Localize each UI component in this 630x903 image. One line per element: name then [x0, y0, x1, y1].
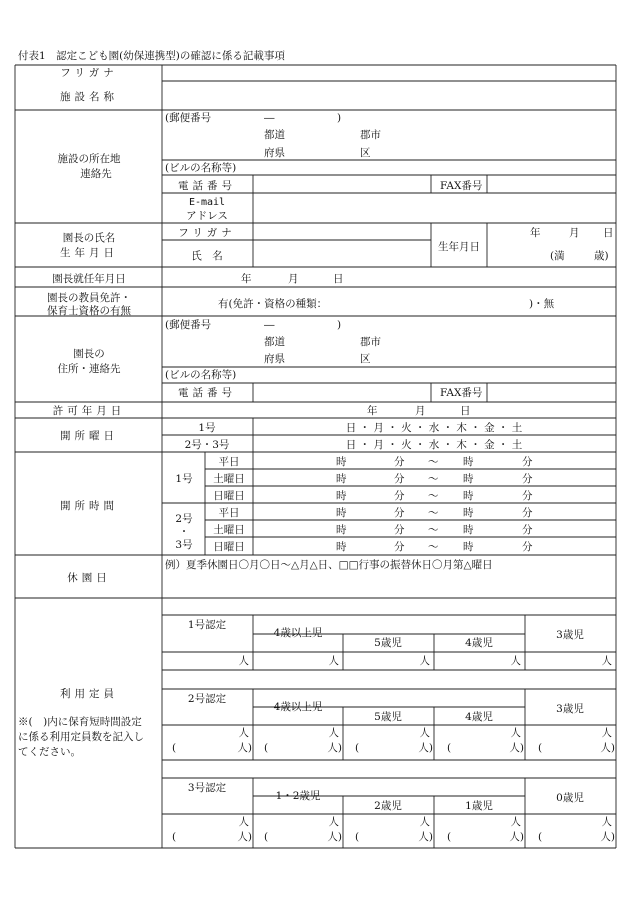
- hours-tilde: ～: [428, 473, 439, 485]
- hours-start-fun: 分: [394, 473, 405, 485]
- dob-day: 日: [603, 227, 614, 239]
- dir-postal-label: (郵便番号: [165, 319, 212, 331]
- permit-year: 年: [367, 405, 378, 417]
- director-name-label-2: 生年月日: [60, 247, 118, 259]
- hours-start-ji: 時: [336, 490, 347, 502]
- capacity-paren-unit: 人): [600, 742, 615, 754]
- hours-day-label: 平日: [218, 507, 240, 519]
- hours-tilde: ～: [428, 456, 439, 468]
- capacity-section-title: 1号認定: [187, 619, 227, 631]
- caption: 付表1 認定こども園(幼保連携型)の確認に係る記載事項: [18, 50, 285, 62]
- capacity-count-unit: 人: [510, 727, 521, 739]
- license-label-2: 保育士資格の有無: [47, 305, 131, 317]
- capacity-count-unit: 人: [328, 655, 339, 667]
- facility-furigana-field[interactable]: [163, 66, 615, 81]
- capacity-section-title: 3号認定: [187, 782, 227, 794]
- permit-month: 月: [415, 405, 426, 417]
- location-label-1: 施設の所在地: [57, 153, 121, 165]
- capacity-count-unit: 人: [601, 816, 612, 828]
- dir-phone-label: 電話番号: [178, 387, 236, 399]
- hours-end-ji: 時: [463, 490, 474, 502]
- capacity-count-unit: 人: [419, 727, 430, 739]
- director-name-label-1: 園長の氏名: [62, 232, 116, 244]
- capacity-paren-unit: 人): [327, 742, 342, 754]
- holiday-example: 例）夏季休園日〇月〇日～△月△日、□□行事の振替休日〇月第△曜日: [165, 559, 493, 571]
- email-label-1: E-mail: [188, 197, 226, 208]
- email-label-2: アドレス: [186, 210, 228, 222]
- hours-start-ji: 時: [336, 473, 347, 485]
- city-label-2: 区: [360, 147, 371, 159]
- hours-start-fun: 分: [394, 541, 405, 553]
- permit-day: 日: [460, 405, 471, 417]
- capacity-paren-unit: 人): [509, 831, 524, 843]
- capacity-count-unit: 人: [510, 816, 521, 828]
- facility-furigana-label: フリガナ: [60, 67, 118, 79]
- capacity-paren-unit: 人): [327, 831, 342, 843]
- director-furigana-label: フリガナ: [178, 227, 236, 239]
- capacity-age-b: 4歳児: [465, 637, 493, 649]
- capacity-paren-unit: 人): [237, 742, 252, 754]
- hours-start-fun: 分: [394, 507, 405, 519]
- appointment-month: 月: [288, 273, 299, 285]
- capacity-paren-open: (: [538, 742, 543, 754]
- capacity-paren-unit: 人): [600, 831, 615, 843]
- hours-end-ji: 時: [463, 524, 474, 536]
- age-open: (満: [550, 250, 565, 262]
- capacity-paren-open: (: [355, 831, 360, 843]
- facility-name-label: 施設名称: [60, 91, 118, 103]
- hours-group-2b: ・: [178, 526, 190, 538]
- fax-label: FAX番号: [440, 180, 483, 192]
- hours-start-ji: 時: [336, 524, 347, 536]
- hours-start-fun: 分: [394, 524, 405, 536]
- capacity-age-group: 4歳以上児: [273, 701, 323, 713]
- hours-start-fun: 分: [394, 490, 405, 502]
- hours-end-fun: 分: [522, 490, 533, 502]
- capacity-paren-unit: 人): [509, 742, 524, 754]
- hours-tilde: ～: [428, 524, 439, 536]
- open-days-list-1: 日 ・ 月 ・ 火 ・ 水 ・ 木 ・ 金 ・ 土: [345, 422, 523, 434]
- appointment-label: 園長就任年月日: [52, 273, 126, 285]
- permit-label: 許可年月日: [52, 405, 126, 417]
- director-dob-label: 生年月日: [438, 241, 480, 253]
- hours-end-fun: 分: [522, 456, 533, 468]
- pref-label-1: 都道: [264, 129, 285, 141]
- postal-label: (郵便番号: [165, 112, 212, 124]
- dob-year: 年: [530, 227, 541, 239]
- capacity-age-last: 3歳児: [556, 703, 584, 715]
- hours-end-ji: 時: [463, 456, 474, 468]
- capacity-count-unit: 人: [601, 727, 612, 739]
- capacity-paren-unit: 人): [237, 831, 252, 843]
- hours-start-ji: 時: [336, 456, 347, 468]
- hours-end-fun: 分: [522, 473, 533, 485]
- hours-end-ji: 時: [463, 541, 474, 553]
- license-tail: )・無: [529, 298, 555, 310]
- open-days-row1: 1号: [198, 422, 216, 434]
- hours-day-label: 土曜日: [213, 524, 245, 536]
- dir-building-label: (ビルの名称等): [165, 369, 237, 381]
- hours-day-label: 平日: [218, 456, 240, 468]
- director-name-field[interactable]: [254, 242, 430, 266]
- capacity-count-unit: 人: [328, 816, 339, 828]
- hours-end-fun: 分: [522, 507, 533, 519]
- location-label-2: 連絡先: [80, 168, 112, 180]
- capacity-count-unit: 人: [328, 727, 339, 739]
- capacity-age-group: 4歳以上児: [273, 627, 323, 639]
- dir-pref-1: 都道: [264, 336, 285, 348]
- capacity-paren-open: (: [264, 742, 269, 754]
- capacity-count-unit: 人: [510, 655, 521, 667]
- appointment-day: 日: [333, 273, 344, 285]
- hours-end-fun: 分: [522, 541, 533, 553]
- dir-city-1: 郡市: [360, 336, 381, 348]
- capacity-paren-open: (: [538, 831, 543, 843]
- appointment-year: 年: [241, 273, 252, 285]
- holiday-label: 休園日: [67, 572, 111, 584]
- capacity-age-b: 4歳児: [465, 711, 493, 723]
- pref-label-2: 府県: [264, 147, 285, 159]
- hours-start-ji: 時: [336, 507, 347, 519]
- open-days-label: 開所曜日: [60, 430, 118, 442]
- hours-label: 開所時間: [60, 500, 118, 512]
- capacity-section-title: 2号認定: [187, 693, 227, 705]
- hours-day-label: 土曜日: [213, 473, 245, 485]
- hours-day-label: 日曜日: [213, 541, 245, 553]
- hours-tilde: ～: [428, 507, 439, 519]
- capacity-paren-open: (: [172, 831, 177, 843]
- capacity-age-a: 5歳児: [374, 637, 402, 649]
- license-label-1: 園長の教員免許・: [47, 292, 131, 304]
- director-address-label-1: 園長の: [73, 348, 105, 360]
- capacity-count-unit: 人: [238, 727, 249, 739]
- capacity-age-last: 3歳児: [556, 629, 584, 641]
- hours-group-1: 1号: [175, 473, 193, 485]
- capacity-note-1: ※( )内に保育短時間設定: [18, 716, 142, 728]
- email-field[interactable]: [254, 194, 615, 222]
- capacity-note-3: てください。: [18, 746, 81, 758]
- open-days-list-2: 日 ・ 月 ・ 火 ・ 水 ・ 木 ・ 金 ・ 土: [345, 439, 523, 451]
- capacity-age-b: 1歳児: [465, 800, 493, 812]
- director-address-label-2: 住所・連絡先: [57, 363, 121, 375]
- capacity-count-unit: 人: [238, 655, 249, 667]
- postal-dash: ―: [264, 112, 275, 124]
- capacity-count-unit: 人: [419, 816, 430, 828]
- phone-label: 電話番号: [178, 180, 236, 192]
- building-label: (ビルの名称等): [165, 162, 237, 174]
- license-text: 有(免許・資格の種類：: [218, 298, 328, 310]
- hours-day-label: 日曜日: [213, 490, 245, 502]
- director-shimei-label: 氏 名: [191, 250, 223, 262]
- capacity-age-last: 0歳児: [556, 792, 584, 804]
- capacity-paren-open: (: [447, 742, 452, 754]
- postal-close: ): [337, 112, 342, 124]
- capacity-label: 利用定員: [60, 688, 118, 700]
- capacity-age-a: 5歳児: [374, 711, 402, 723]
- dob-month: 月: [569, 227, 580, 239]
- hours-end-fun: 分: [522, 524, 533, 536]
- capacity-paren-open: (: [447, 831, 452, 843]
- dir-postal-dash: ―: [264, 319, 275, 331]
- age-close: 歳): [594, 250, 609, 262]
- capacity-age-group: 1・2歳児: [275, 790, 321, 802]
- dir-pref-2: 府県: [264, 353, 285, 365]
- city-label-1: 郡市: [360, 129, 381, 141]
- capacity-count-unit: 人: [601, 655, 612, 667]
- phone-field[interactable]: [254, 176, 434, 192]
- hours-tilde: ～: [428, 490, 439, 502]
- capacity-paren-open: (: [355, 742, 360, 754]
- dir-city-2: 区: [360, 353, 371, 365]
- hours-end-ji: 時: [463, 473, 474, 485]
- hours-tilde: ～: [428, 541, 439, 553]
- hours-start-fun: 分: [394, 456, 405, 468]
- capacity-note-2: に係る利用定員数を記入し: [18, 731, 144, 743]
- dir-postal-close: ): [337, 319, 342, 331]
- hours-end-ji: 時: [463, 507, 474, 519]
- hours-group-2c: 3号: [175, 539, 193, 551]
- open-days-row2: 2号・3号: [184, 439, 230, 451]
- dir-fax-label: FAX番号: [440, 387, 483, 399]
- capacity-paren-unit: 人): [418, 831, 433, 843]
- fax-field[interactable]: [489, 176, 615, 192]
- capacity-count-unit: 人: [238, 816, 249, 828]
- director-furigana-field[interactable]: [254, 225, 430, 240]
- capacity-paren-open: (: [172, 742, 177, 754]
- capacity-count-unit: 人: [419, 655, 430, 667]
- capacity-age-a: 2歳児: [374, 800, 402, 812]
- capacity-paren-unit: 人): [418, 742, 433, 754]
- facility-name-field[interactable]: [163, 82, 615, 109]
- capacity-paren-open: (: [264, 831, 269, 843]
- hours-start-ji: 時: [336, 541, 347, 553]
- hours-group-2a: 2号: [175, 513, 193, 525]
